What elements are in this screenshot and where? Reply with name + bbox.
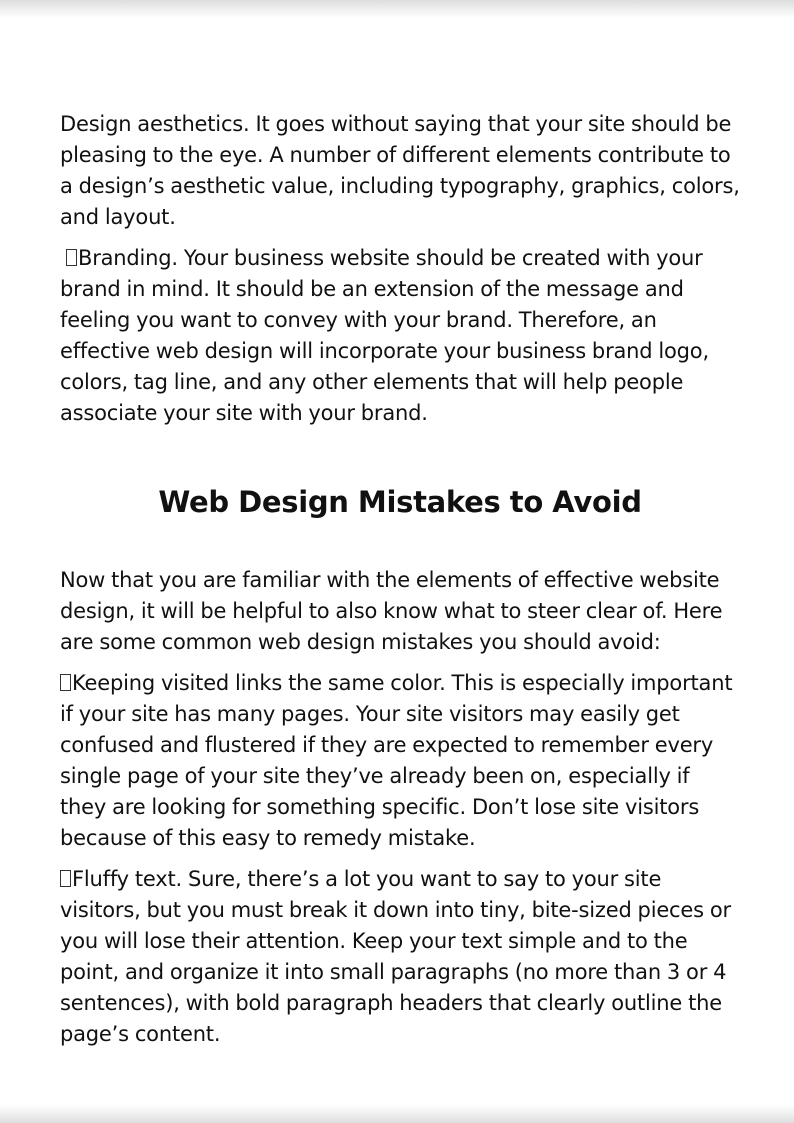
- mistake-item-text: Keeping visited links the same color. This is especially important if your site has many pages. Your site visitors may easily get confused and flustered if they are expected to remember every single page of your site they’ve already been on, especially if they are looking for something specific. Don’t lose site visitors because of this easy to remedy mistake.: [60, 671, 733, 850]
- paragraph-design-aesthetics: Design aesthetics. It goes without saying that your site should be pleasing to the eye. A number of different elements contribute to a design’s aesthetic value, including typography, graphics, colors, and layout.: [60, 112, 740, 229]
- mistake-item-fluffy-text: [60, 864, 740, 1050]
- page-top-shadow: [0, 0, 794, 18]
- document-page: [60, 109, 740, 1050]
- mistake-item-text: Fluffy text. Sure, there’s a lot you want to say to your site visitors, but you must break it down into tiny, bite-sized pieces or you will lose their attention. Keep your text simple and to the point, and organize it into small paragraphs (no more than 3 or 4 sentences), with bold paragraph headers that clearly outline the page’s content.: [60, 867, 731, 1046]
- paragraph-branding-text: Branding. Your business website should be created with your brand in mind. It should be an extension of the message and feeling you want to convey with your brand. Therefore, an effective web design will incorporate your business brand logo, colors, tag line, and any other elements that will help people associate your site with your brand.: [60, 246, 709, 425]
- bullet-box-icon: [66, 249, 77, 266]
- section-heading: Web Design Mistakes to Avoid: [158, 485, 642, 519]
- mistake-item-visited-links: [60, 668, 740, 854]
- paragraph-branding: [60, 243, 740, 429]
- page-bottom-shadow: [0, 1105, 794, 1123]
- bullet-box-icon: [60, 674, 71, 691]
- bullet-box-icon: [60, 870, 71, 887]
- paragraph-intro: Now that you are familiar with the elements of effective website design, it will be helpful to also know what to steer clear of. Here are some common web design mistakes you should avoid:: [60, 568, 723, 654]
